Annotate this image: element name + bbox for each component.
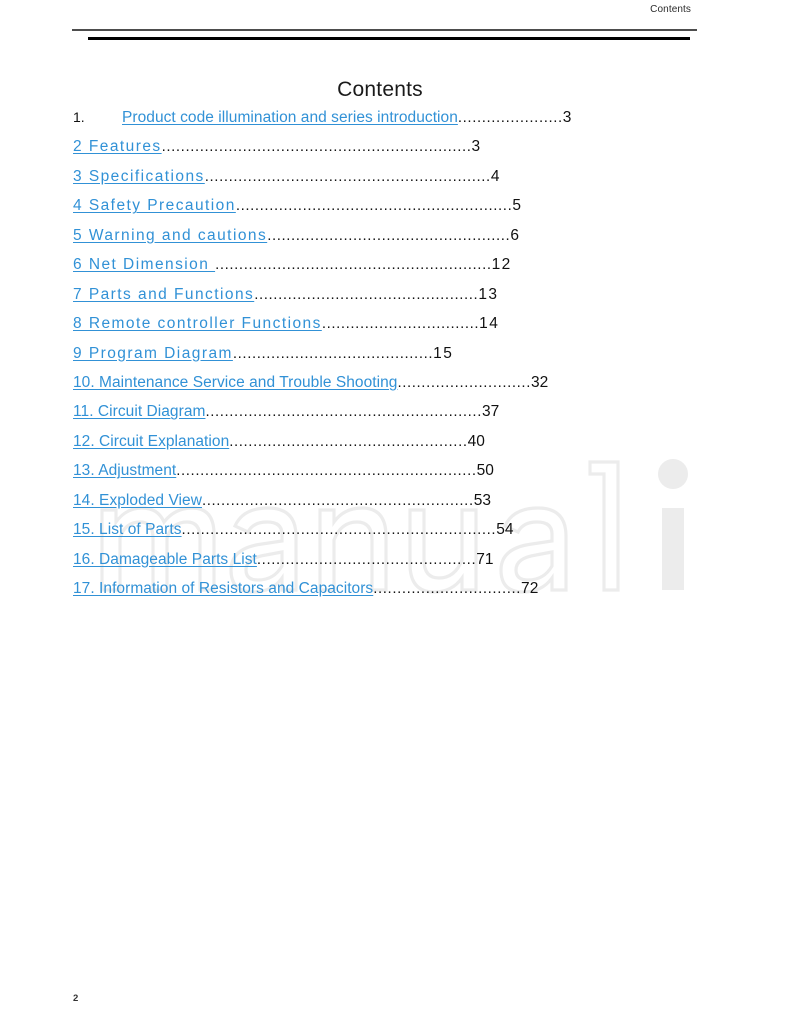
toc-entry-link[interactable]: 2 Features [73, 138, 162, 156]
toc-entry-link[interactable]: 14. Exploded View [73, 491, 202, 509]
toc-entry[interactable] [0, 221, 800, 250]
toc-page-number: 12 [491, 256, 512, 274]
toc-entry[interactable] [0, 456, 800, 485]
toc-page-number: 54 [496, 521, 514, 539]
toc-page-number: 32 [530, 373, 549, 391]
toc-page-number: 13 [478, 285, 499, 303]
toc-page-number: 53 [473, 491, 492, 509]
toc-entry[interactable] [0, 397, 800, 426]
toc-leader-dots: .......................................... [232, 344, 434, 362]
toc-leader-dots: ................................................................. [161, 138, 472, 156]
toc-leader-dots: ................................. [321, 315, 480, 333]
toc-leader-dots: ............................ [397, 373, 531, 391]
toc-leader-dots: ................................................... [267, 226, 511, 244]
toc-entry-link[interactable]: 3 Specifications [73, 167, 205, 185]
header-rule-gray [72, 29, 697, 31]
toc-entry[interactable] [0, 162, 800, 191]
toc-entry-link[interactable]: 6 Net Dimension [73, 256, 216, 274]
toc-page-number: 6 [510, 226, 521, 244]
toc-entry-link[interactable]: 16. Damageable Parts List [73, 550, 257, 568]
toc-page-number: 37 [481, 403, 500, 421]
toc-entry[interactable] [0, 103, 800, 132]
footer-page-number: 2 [73, 993, 79, 1004]
toc-entry-link[interactable]: 13. Adjustment [73, 462, 177, 480]
toc-entry-link[interactable]: 11. Circuit Diagram [73, 403, 206, 421]
toc-entry-link[interactable]: 5 Warning and cautions [73, 226, 268, 244]
toc-entry[interactable] [0, 250, 800, 279]
toc-entry-link[interactable]: 10. Maintenance Service and Trouble Shooting [73, 373, 398, 391]
toc-leader-dots: .......................................................... [235, 197, 513, 215]
toc-entry[interactable] [0, 574, 800, 603]
toc-entry[interactable] [0, 339, 800, 368]
toc-page-number: 40 [467, 432, 485, 450]
toc-entry[interactable] [0, 515, 800, 544]
toc-entry[interactable] [0, 132, 800, 161]
toc-leader-dots: .......................................................... [215, 256, 492, 274]
toc-leader-dots: .................................................. [229, 432, 468, 450]
toc-page-number: 14 [479, 315, 500, 333]
toc-page-number: 50 [476, 462, 494, 480]
toc-leader-dots: ............................................... [254, 285, 479, 303]
toc-entry[interactable] [0, 191, 800, 220]
toc-leader-dots: .......................................................... [205, 403, 482, 421]
toc-page-number: 71 [476, 550, 494, 568]
toc-page-number: 15 [433, 344, 454, 362]
toc-entry-link[interactable]: 4 Safety Precaution [73, 197, 236, 215]
toc-page-number: 3 [562, 109, 572, 126]
toc-page-number: 72 [521, 580, 539, 597]
toc-entry[interactable] [0, 486, 800, 515]
toc-page-number: 4 [490, 167, 501, 185]
toc-entry[interactable] [0, 545, 800, 574]
toc-entry[interactable] [0, 280, 800, 309]
toc-entry[interactable] [0, 309, 800, 338]
toc-page-number: 3 [471, 138, 482, 156]
toc-leader-dots: .............................................. [256, 550, 477, 568]
toc-leader-dots: .................................................................. [181, 521, 497, 539]
toc-entry-link[interactable]: 17. Information of Resistors and Capacitors [73, 580, 374, 597]
toc-entry-link[interactable]: 12. Circuit Explanation [73, 432, 230, 450]
toc-entry-link[interactable]: Product code illumination and series introduction [122, 109, 458, 126]
toc-entry[interactable] [0, 427, 800, 456]
toc-page-number: 5 [512, 197, 523, 215]
page-title: Contents [337, 78, 423, 102]
toc-entry-link[interactable]: 15. List of Parts [73, 521, 182, 539]
toc-leader-dots: ............................................................ [204, 167, 491, 185]
toc-entry-link[interactable]: 9 Program Diagram [73, 344, 233, 362]
toc-entry-number: 1. [73, 109, 85, 125]
header-rule-black [88, 37, 690, 40]
table-of-contents [0, 103, 800, 603]
toc-leader-dots: ......................................................... [201, 491, 474, 509]
toc-leader-dots: ............................................................... [176, 462, 477, 480]
toc-entry[interactable] [0, 368, 800, 397]
running-header: Contents [650, 4, 691, 15]
toc-leader-dots: ...................... [457, 109, 563, 126]
toc-leader-dots: ............................... [373, 580, 522, 597]
toc-entry-link[interactable]: 7 Parts and Functions [73, 285, 255, 303]
toc-entry-link[interactable]: 8 Remote controller Functions [73, 315, 322, 333]
